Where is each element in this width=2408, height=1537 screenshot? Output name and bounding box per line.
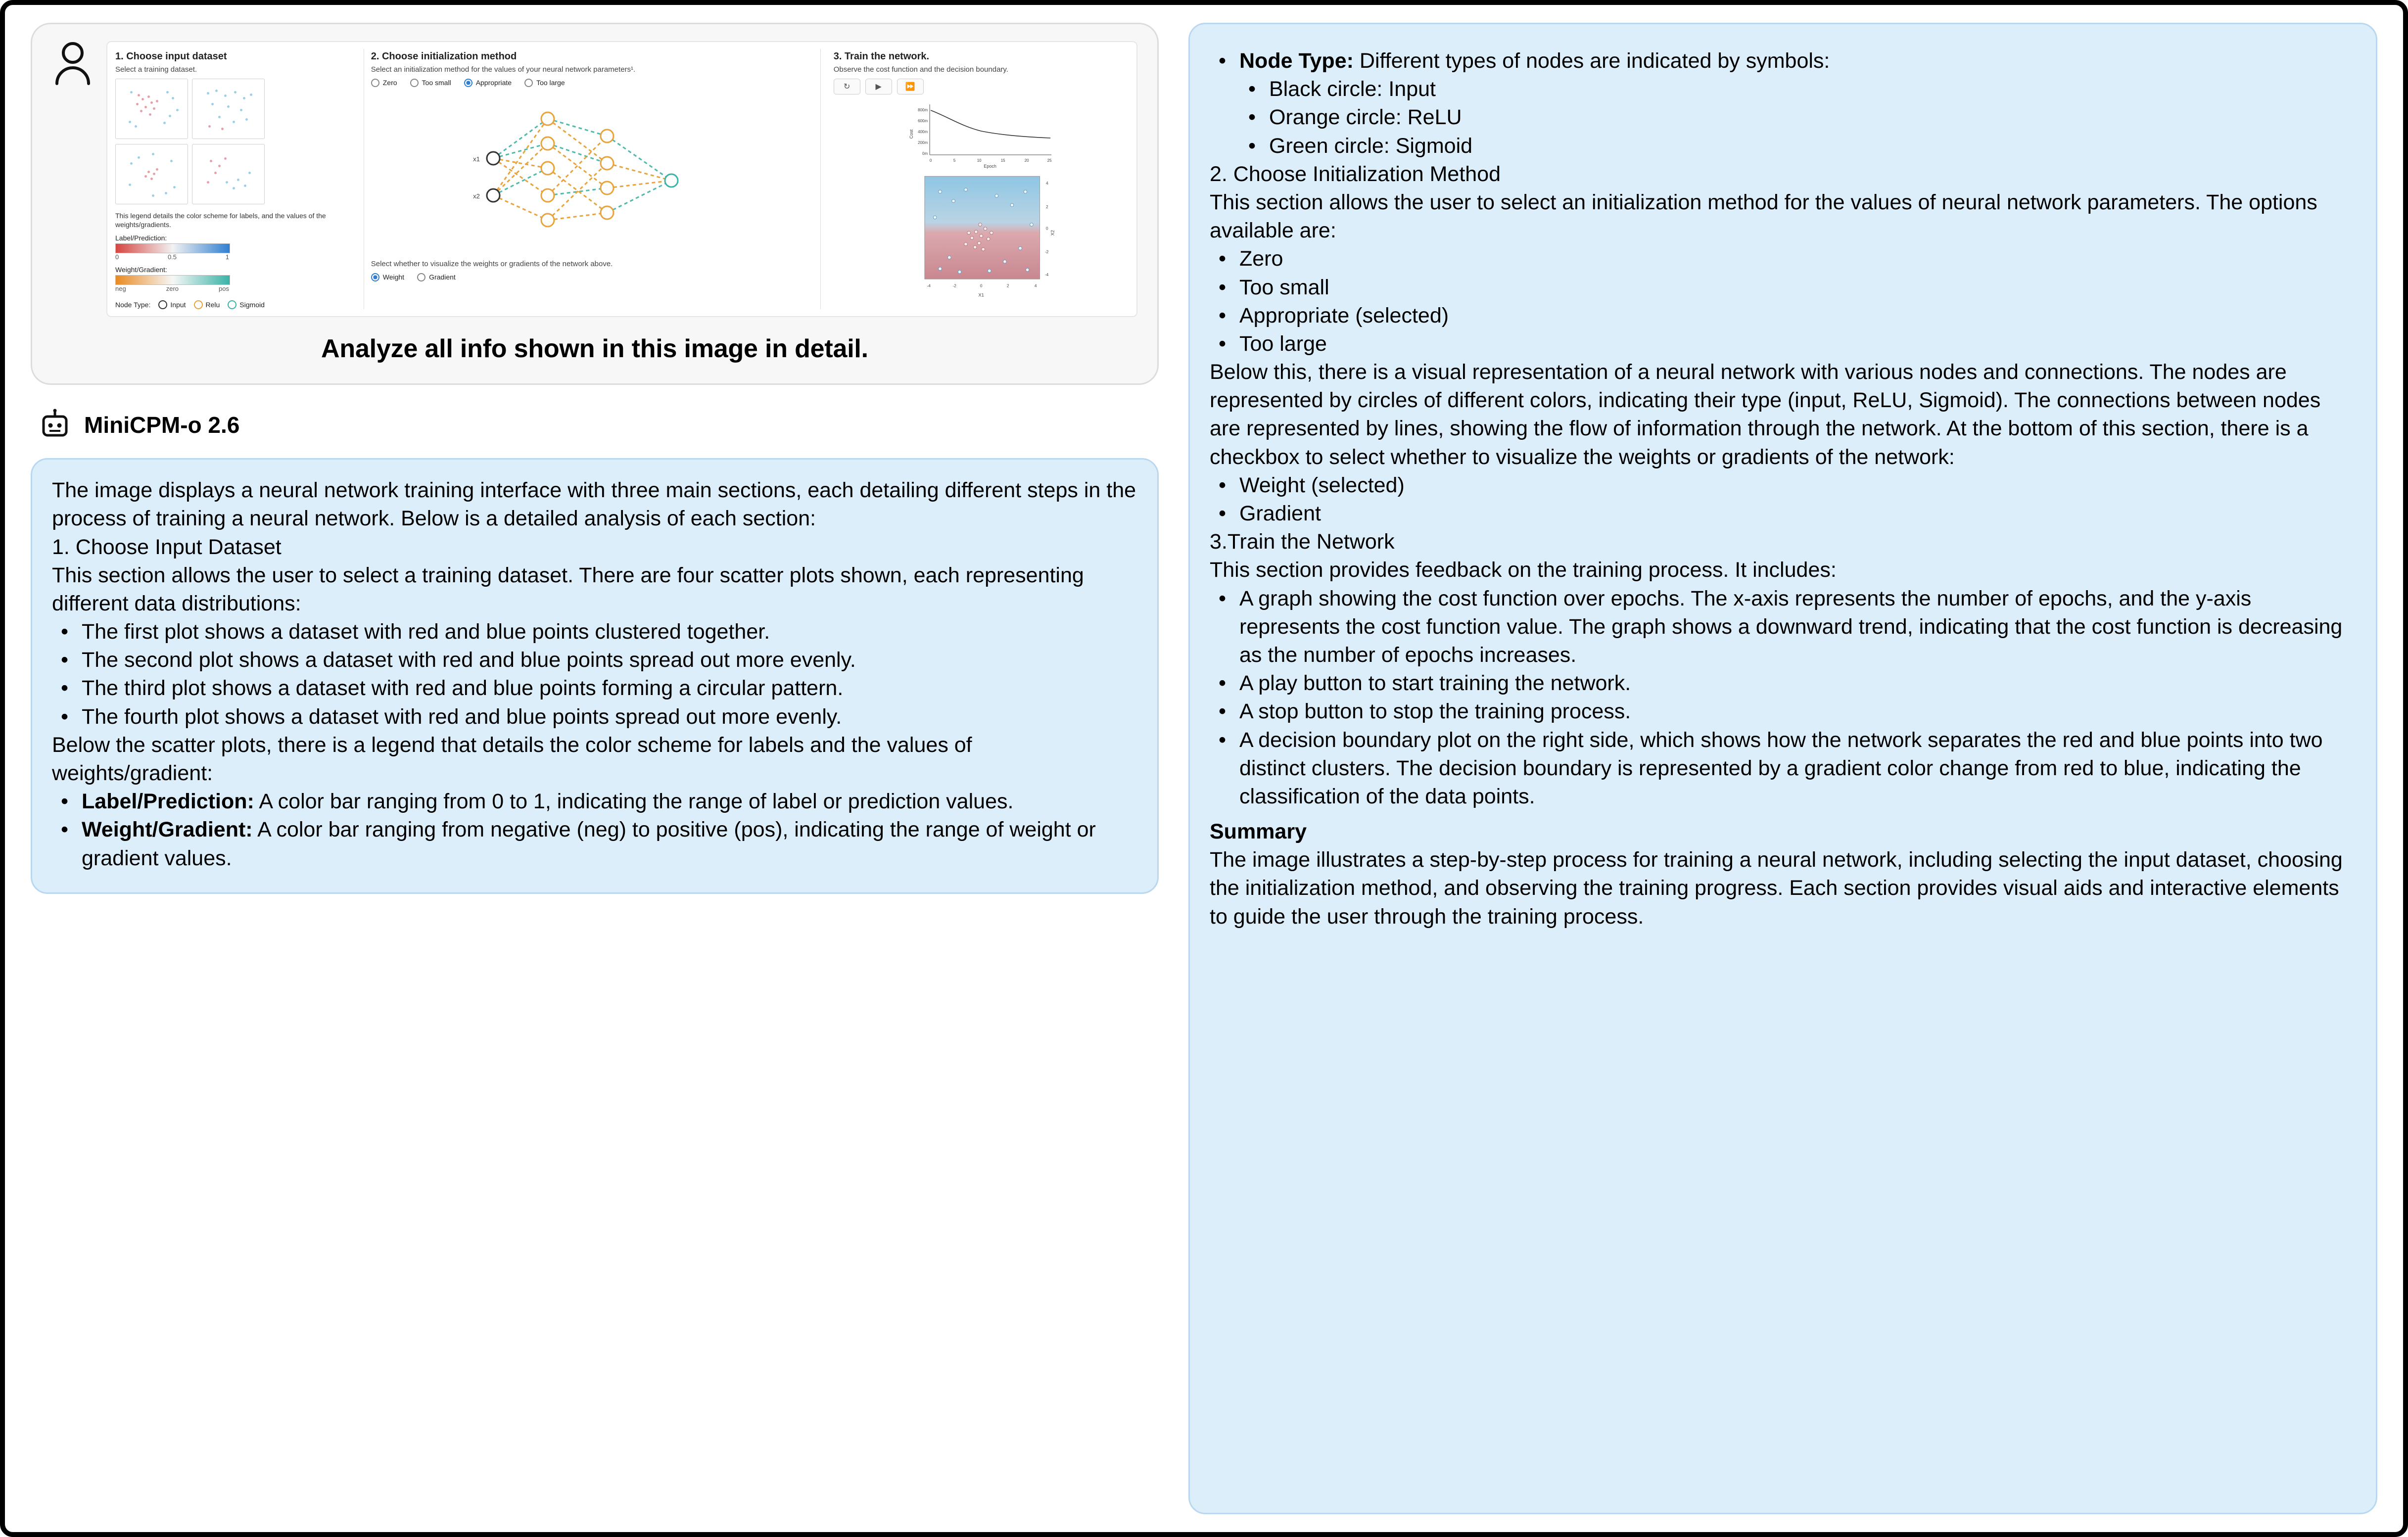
legend-note: This legend details the color scheme for labels, and the values of the weights/gradients. — [115, 211, 326, 229]
legend-intro: Below the scatter plots, there is a legend that details the color scheme for labels and the values of weights/gradient: — [52, 733, 972, 785]
label-prediction-ticks — [115, 253, 229, 261]
playground-step2 — [364, 49, 821, 309]
user-avatar-icon — [52, 41, 94, 86]
label-prediction-colorbar — [115, 243, 230, 253]
list-item — [52, 816, 1137, 872]
svg-text:200m: 200m — [917, 140, 928, 145]
node-type-input — [158, 300, 186, 309]
list-item: • The first plot shows a dataset with red and blue points clustered together. — [52, 618, 1137, 646]
list-item: • Too small — [1210, 274, 2356, 302]
radio-icon[interactable] — [417, 273, 425, 281]
list-item: • The second plot shows a dataset with red and blue points spread out more evenly. — [52, 646, 1137, 674]
dataset-option-2[interactable] — [192, 79, 265, 139]
init-method-radio-group[interactable] — [371, 79, 813, 87]
init-option-label: Too large — [536, 79, 565, 87]
svg-text:0: 0 — [1045, 226, 1048, 231]
section3-title: 3.Train the Network — [1210, 530, 1395, 554]
visualize-option-label: Gradient — [429, 273, 456, 281]
list-item: • A stop button to stop the training process. — [1210, 698, 2356, 726]
svg-text:2: 2 — [1045, 204, 1048, 209]
dataset-option-1[interactable] — [115, 79, 188, 139]
svg-text:x2: x2 — [472, 192, 480, 200]
svg-text:X1: X1 — [978, 292, 984, 298]
weight-gradient-ticks — [115, 285, 229, 292]
list-item: • A decision boundary plot on the right side, which shows how the network separates the red and blue points into two distinct clusters. The decision boundary is represented by a gradient color change from red to blue, indicating the classification of the data points. — [1210, 726, 2356, 811]
visualize-note: Select whether to visualize the weights or gradients of the network above. — [371, 259, 613, 268]
section2-title: 2. Choose Initialization Method — [1210, 162, 1501, 186]
svg-text:4: 4 — [1034, 283, 1037, 288]
step-icon[interactable]: ⏩ — [897, 79, 924, 94]
list-item — [52, 788, 1137, 816]
playground-step1 — [115, 49, 354, 309]
two-column-layout — [5, 5, 2403, 1532]
weight-gradient-colorbar — [115, 275, 230, 285]
legend-term: Label/Prediction: — [82, 790, 254, 814]
left-column — [31, 23, 1159, 1514]
svg-text:20: 20 — [1024, 158, 1029, 163]
svg-text:4: 4 — [1045, 180, 1048, 186]
svg-text:400m: 400m — [917, 129, 928, 134]
svg-text:0: 0 — [980, 283, 983, 288]
node-type-term: Node Type: — [1239, 49, 1354, 73]
svg-text:10: 10 — [977, 158, 982, 163]
legend-desc: A color bar ranging from 0 to 1, indicating the range of label or prediction values. — [254, 790, 1014, 814]
init-option-too-small[interactable] — [410, 79, 451, 87]
svg-text:5: 5 — [953, 158, 956, 163]
dataset-option-4[interactable] — [192, 144, 265, 204]
node-type-legend — [115, 300, 354, 309]
svg-text:2: 2 — [1006, 283, 1009, 288]
user-prompt-text: Analyze all info shown in this image in detail. — [321, 334, 868, 364]
list-item: • A play button to start training the network. — [1210, 669, 2356, 698]
neural-network-diagram — [371, 89, 813, 257]
svg-text:-4: -4 — [1044, 272, 1049, 277]
section1-title: 1. Choose Input Dataset — [52, 535, 282, 559]
dataset-option-3[interactable] — [115, 144, 188, 204]
step2-subtitle: Select an initialization method for the values of your neural network parameters¹. — [371, 65, 636, 74]
reset-icon[interactable]: ↻ — [834, 79, 860, 94]
section2-checkbox-list — [1210, 471, 2356, 528]
dataset-grid[interactable] — [115, 79, 264, 204]
section3-intro: This section provides feedback on the training process. It includes: — [1210, 558, 1837, 582]
radio-icon[interactable] — [371, 79, 379, 87]
tick: pos — [219, 285, 229, 293]
list-item: • The fourth plot shows a dataset with red and blue points spread out more evenly. — [52, 703, 1137, 731]
list-item: • Green circle: Sigmoid — [1239, 132, 2356, 160]
legend-term: Weight/Gradient: — [82, 818, 253, 842]
weight-gradient-caption: Weight/Gradient: — [115, 266, 167, 274]
visualize-radio-group[interactable] — [371, 273, 813, 281]
tick: 1 — [225, 253, 229, 261]
legend-desc: A color bar ranging from negative (neg) to positive (pos), indicating the range of weight or gradient values. — [82, 818, 1096, 870]
init-option-label: Too small — [422, 79, 451, 87]
tick: zero — [166, 285, 179, 293]
visualize-option-gradient[interactable] — [417, 273, 456, 281]
legend-bullet-list — [52, 788, 1137, 873]
relu-node-icon — [194, 300, 203, 309]
label-prediction-caption: Label/Prediction: — [115, 234, 167, 242]
svg-text:25: 25 — [1047, 158, 1052, 163]
step2-title: 2. Choose initialization method — [371, 51, 517, 62]
playground-screenshot — [115, 49, 1129, 309]
section2-option-list — [1210, 245, 2356, 358]
playground-step3 — [831, 49, 1129, 309]
svg-text:Epoch: Epoch — [984, 163, 996, 169]
list-item: • Orange circle: ReLU — [1239, 103, 2356, 132]
step3-subtitle: Observe the cost function and the decision boundary. — [833, 65, 1008, 74]
assistant-answer-left — [31, 458, 1159, 894]
input-node-icon — [158, 300, 167, 309]
assistant-name: MiniCPM-o 2.6 — [84, 412, 240, 438]
list-item: • Zero — [1210, 245, 2356, 273]
svg-text:600m: 600m — [917, 118, 928, 123]
list-item — [1210, 47, 2356, 160]
assistant-answer-right — [1188, 23, 2377, 1514]
svg-text:X2: X2 — [1050, 230, 1055, 236]
node-type-caption: Node Type: — [115, 301, 151, 309]
svg-text:-4: -4 — [927, 283, 931, 288]
section2-body: Below this, there is a visual representation of a neural network with various nodes and connections. The nodes are represented by circles of different colors, indicating their type (input, ReLU, Sigmoid). The connections between nodes are represented by lines, showing the flow of information through the network. At the bottom of this section, there is a checkbox to select whether to visualize the weights or gradients of the network: — [1210, 360, 2321, 469]
node-type-sublist — [1239, 75, 2356, 160]
svg-text:15: 15 — [1000, 158, 1005, 163]
node-type-label: Sigmoid — [239, 301, 265, 309]
summary-title: Summary — [1210, 820, 1307, 844]
svg-text:Cost: Cost — [908, 129, 914, 139]
svg-text:x1: x1 — [472, 155, 480, 163]
list-item: • Appropriate (selected) — [1210, 302, 2356, 330]
radio-icon-selected[interactable] — [464, 79, 472, 87]
svg-text:0: 0 — [929, 158, 932, 163]
section1-intro: This section allows the user to select a training dataset. There are four scatter plots shown, each representing different data distributions: — [52, 563, 1084, 615]
node-type-label: Relu — [205, 301, 220, 309]
step1-subtitle: Select a training dataset. — [115, 65, 197, 74]
tick: 0 — [115, 253, 119, 261]
list-item: • The third plot shows a dataset with red and blue points forming a circular pattern. — [52, 674, 1137, 702]
list-item: • A graph showing the cost function over epochs. The x-axis represents the number of epochs, and the y-axis represents the cost function value. The graph shows a downward trend, indicating that the cost function is decreasing as the number of epochs increases. — [1210, 585, 2356, 670]
tick: 0.5 — [167, 253, 177, 261]
cost-chart — [834, 99, 1129, 169]
radio-icon-selected[interactable] — [371, 273, 379, 281]
visualize-option-weight[interactable] — [371, 273, 404, 281]
radio-icon[interactable] — [410, 79, 419, 87]
sigmoid-node-icon — [228, 300, 236, 309]
node-type-relu — [194, 300, 220, 309]
list-item: • Too large — [1210, 330, 2356, 358]
robot-icon — [39, 409, 71, 441]
section3-bullet-list — [1210, 585, 2356, 811]
list-item: • Weight (selected) — [1210, 471, 2356, 500]
init-option-appropriate[interactable] — [464, 79, 512, 87]
section2-intro: This section allows the user to select an initialization method for the values of neural network parameters. The options available are: — [1210, 190, 2317, 243]
svg-text:0m: 0m — [922, 151, 928, 156]
user-message-head — [52, 41, 1137, 317]
step1-title: 1. Choose input dataset — [115, 51, 227, 62]
node-type-desc: Different types of nodes are indicated by symbols: — [1353, 49, 1830, 73]
answer-intro: The image displays a neural network training interface with three main sections, each detailing different steps in the process of training a neural network. Below is a detailed analysis of each section: — [52, 478, 1136, 531]
node-type-sigmoid — [228, 300, 265, 309]
init-option-too-large[interactable] — [524, 79, 565, 87]
list-item: • Black circle: Input — [1239, 75, 2356, 103]
radio-icon[interactable] — [524, 79, 533, 87]
node-type-label: Input — [170, 301, 186, 309]
decision-boundary-chart — [834, 171, 1129, 305]
section1-bullet-list — [52, 618, 1137, 731]
svg-text:-2: -2 — [952, 283, 956, 288]
visualize-option-label: Weight — [382, 273, 405, 281]
user-message-card — [31, 23, 1159, 385]
node-type-bullet — [1210, 47, 2356, 160]
svg-text:-2: -2 — [1044, 249, 1049, 254]
init-option-label: Zero — [382, 79, 397, 87]
summary-text: The image illustrates a step-by-step process for training a neural network, including selecting the input dataset, choosing the initialization method, and observing the training progress. Each section provides visual aids and interactive elements to guide the user through the training process. — [1210, 848, 2343, 929]
right-column — [1188, 23, 2377, 1514]
attached-image — [106, 41, 1137, 317]
init-option-zero[interactable] — [371, 79, 397, 87]
svg-text:800m: 800m — [917, 107, 928, 112]
play-icon[interactable]: ▶ — [865, 79, 892, 94]
list-item: • Gradient — [1210, 500, 2356, 528]
assistant-header — [39, 409, 1159, 441]
step3-title: 3. Train the network. — [833, 51, 930, 62]
training-controls[interactable] — [834, 79, 1129, 94]
init-option-label: Appropriate — [475, 79, 512, 87]
tick: neg — [115, 285, 126, 293]
